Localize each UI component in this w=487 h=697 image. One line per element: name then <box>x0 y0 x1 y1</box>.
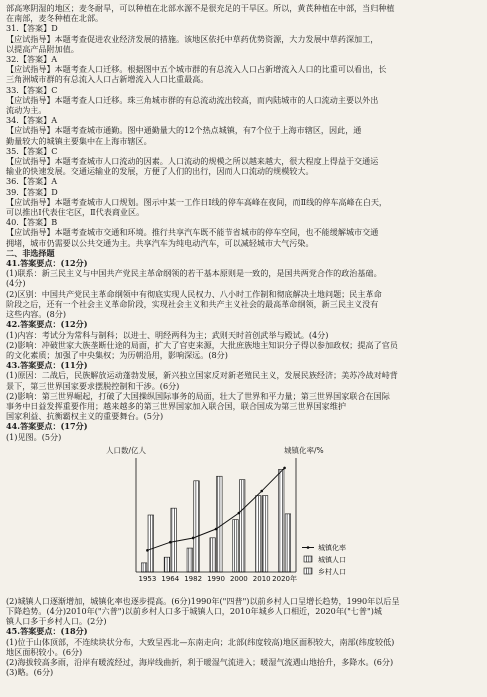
legend-point-symbol <box>307 546 310 549</box>
top_lines-line: 36.【答案】A <box>6 176 58 187</box>
question-42-answer <box>6 319 479 360</box>
bar-rural-population <box>171 508 177 572</box>
bar-rural-population <box>239 479 245 571</box>
question-43-answer <box>6 360 479 421</box>
q42-line: 的文化素质；加强了中央集权；为历朝沿用，影响深远。(8分) <box>6 349 228 360</box>
urbanization-rate-point <box>192 536 195 539</box>
top_lines-line: 以提高产品附加值。 <box>6 43 79 54</box>
bar-urban-population <box>164 557 170 572</box>
legend-bar-symbol <box>304 568 312 574</box>
x-tick-label: 1982 <box>184 574 203 583</box>
section-title: 二、非选择题 <box>6 247 55 258</box>
legend-label: 乡村人口 <box>318 567 346 576</box>
q44-line: (1)见图。(5分) <box>6 431 62 442</box>
y-axis-left-label: 人口数/亿人 <box>106 445 147 455</box>
q41-line: 41.答案要点：(12分) <box>6 258 88 269</box>
bar-rural-population <box>262 495 268 571</box>
population-chart <box>6 444 479 594</box>
bar-urban-population <box>278 469 284 572</box>
question-44-answer <box>6 421 479 441</box>
top_lines-line: 33.【答案】C <box>6 84 58 95</box>
q45-line: 45.答案要点：(18分) <box>6 626 88 637</box>
bar-urban-population <box>187 548 193 572</box>
q44_tail-line: 下降趋势。(4分)2010年("六普")以前乡村人口多于城镇人口，2010年城乡人口相近，2020年("七普")城 <box>6 605 382 616</box>
q45-line: (2)海拔较高多雨，沿岸有暖流经过，海岸线曲折，利于暖湿气流进入；暖湿气流遇山地抬升，多降水。(6分) <box>6 656 394 667</box>
top_lines-line: 【应试指导】本题考查人口迁移。珠三角城市群的有总流动流出较高，而内陆城市的人口流动主要以外出 <box>6 94 379 105</box>
x-tick-label: 2010 <box>252 574 271 583</box>
q45-line: (1)位于山体顶部，不连续块状分布，大致呈西北—东南走向；北部(纬度较高)地区面积较大，南部(纬度较低) <box>6 636 395 647</box>
x-tick-label: 2000 <box>229 574 248 583</box>
q44-line: 44.答案要点：(17分) <box>6 421 88 432</box>
q41-line: (1)联系：新三民主义与中国共产党民主革命纲领的若干基本原则是一致的，是国共两党合作的政治基础。 <box>6 268 382 279</box>
urbanization-rate-point <box>146 549 149 552</box>
bar-rural-population <box>217 476 223 572</box>
q41-line: 阶段之后，还有一个社会主义革命阶段，实现社会主义和共产主义社会的最高革命纲领，新三民主义没有 <box>6 298 379 309</box>
top_lines-line: 可以推出Ⅰ代表住宅区，Ⅱ代表商业区。 <box>6 207 145 218</box>
top_lines-line: 39.【答案】D <box>6 186 58 197</box>
x-tick-label: 2020年 <box>272 574 297 583</box>
q42-line: (1)内容：考试分为常科与制科；以进士、明经两科为主；武则天时首创武举与殿试。(4分) <box>6 329 329 340</box>
urbanization-rate-point <box>238 511 241 514</box>
y-axis-right-label: 城镇化率/% <box>284 445 324 455</box>
top_lines-line: 流动为主。 <box>6 105 47 116</box>
top_lines-line: 【应试指导】本题考查城市通勤。图中通勤量大的12个热点城镇，有7个位于上海市辖区，因此，通 <box>6 125 362 136</box>
q42-line: 42.答案要点：(12分) <box>6 319 88 330</box>
urbanization-rate-point <box>215 527 218 530</box>
urbanization-rate-point <box>283 466 286 469</box>
top_lines-line: 32.【答案】A <box>6 54 58 65</box>
x-tick-label: 1964 <box>161 574 180 583</box>
bar-urban-population <box>210 538 216 572</box>
top_lines-line: 勤量较大的城镇主要集中在上海市辖区。 <box>6 135 152 146</box>
q43-line: 国家利益、抗衡霸权主义的重要舞台。(5分) <box>6 411 164 422</box>
q43-line: 景下，第三世界国家要求摆脱控制和干涉。(6分) <box>6 380 180 391</box>
top_lines-line: 部高寒阴湿的地区；麦冬耐旱，可以种植在北部水源不是很充足的干旱区。所以，黄芪种植在中部，当归种植 <box>6 3 395 13</box>
urbanization-rate-point <box>260 489 263 492</box>
top_lines-line: 40.【答案】B <box>6 217 58 228</box>
top_lines-line: 【应试指导】本题考查促进农业经济发展的措施。该地区依托中草药优势资源，大力发展中草药深加工， <box>6 33 379 44</box>
top_lines-line: 35.【答案】C <box>6 145 58 156</box>
x-tick-label: 1990 <box>207 574 225 583</box>
q41-line: 这些内容。(8分) <box>6 309 67 320</box>
legend-bar-symbol <box>304 556 312 562</box>
legend-label: 城镇人口 <box>318 555 346 564</box>
urbanization-rate-point <box>169 541 172 544</box>
question-44-answer-tail <box>6 596 479 627</box>
bar-urban-population <box>256 495 262 571</box>
question-41-answer <box>6 258 479 319</box>
top_lines-line: 【应试指导】本题考查人口迁移。根据图中五个城市群的有总流入人口占新增流入人口的比重可以看出，长 <box>6 64 387 75</box>
q41-line: (2)区别：中国共产党民主革命纲领中有彻底实现人民权力、八小时工作制和彻底解决土地问题；民主革命 <box>6 288 382 299</box>
top_lines-line: 输业的快速发展。交通运输业的发展，方便了人们的出行，因而人口流动的规模较大。 <box>6 166 314 177</box>
q45-line: (3)略。(6分) <box>6 667 54 678</box>
top_lines-line: 34.【答案】A <box>6 115 58 126</box>
population-urbanization-chart <box>6 444 406 594</box>
q45-line: 地区面积较小。(6分) <box>6 646 83 657</box>
bar-rural-population <box>285 514 291 572</box>
top_lines-line: 【应试指导】本题考查城市交通和环境。推行共享汽车既不能节省城市的停车空间，也不能缓解城市交通 <box>6 227 379 238</box>
q43-line: (1)原因：二战后，民族解放运动蓬勃发展，新兴独立国家反对新老殖民主义，发展民族经济；美苏冷战对峙背 <box>6 370 398 381</box>
top_lines-line: 在南部，麦冬种植在北部。 <box>6 13 104 24</box>
x-tick-label: 1953 <box>138 574 157 583</box>
bar-urban-population <box>233 519 239 571</box>
question-45-answer <box>6 626 479 677</box>
top_lines-line: 【应试指导】本题考查城市人口规划。图示中某一工作日Ⅰ线的停车高峰在夜间，而Ⅱ线的停车高峰在白天， <box>6 196 388 207</box>
q43-line: 43.答案要点：(11分) <box>6 360 88 371</box>
bar-rural-population <box>148 515 154 572</box>
q43-line: 事务中日益发挥重要作用；越来越多的第三世界国家加入联合国，联合国成为第三世界国家维护 <box>6 400 346 411</box>
legend-label: 城镇化率 <box>318 543 346 552</box>
q41-line: (4分) <box>6 278 26 289</box>
q44_tail-line: (2)城镇人口逐渐增加，城镇化率也逐步提高。(6分)1990年("四普")以前乡村人口呈增长趋势，1990年以后呈 <box>6 595 400 606</box>
top_lines-line: 三角洲城市群的有总流入人口占新增流入人口比重最高。 <box>6 74 209 85</box>
top_lines-line: 【应试指导】本题考查城市人口流动的因素。人口流动的规模之所以越来越大，很大程度上得益于交通运 <box>6 156 379 167</box>
top_lines-line: 31.【答案】D <box>6 23 58 34</box>
bar-rural-population <box>194 481 200 572</box>
q43-line: (2)影响：第三世界崛起，打破了大国操纵国际事务的局面，壮大了世界和平力量；第三世界国家联合在国际 <box>6 390 390 401</box>
bar-urban-population <box>141 563 147 572</box>
q42-line: (2)影响：冲破世家大族垄断仕途的局面，扩大了官吏来源，大批庶族地主知识分子得以参加政权；提高了官员 <box>6 339 398 350</box>
top_lines-line: 拥堵，城市仍需要以公共交通为主。共享汽车为纯电动汽车，可以减轻城市大气污染。 <box>6 237 314 248</box>
answer-key-top <box>6 3 479 248</box>
q44_tail-line: 镇人口多于乡村人口。(2分) <box>6 616 107 627</box>
